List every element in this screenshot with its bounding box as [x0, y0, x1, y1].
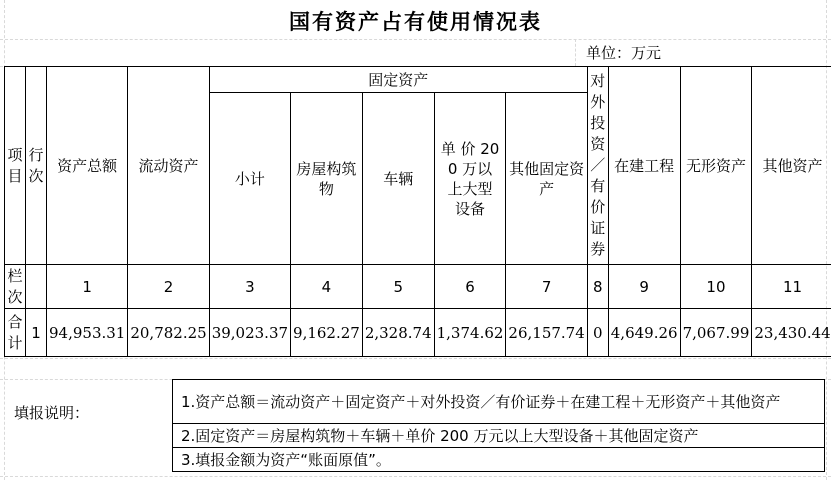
header-row-no[interactable]: 行次 — [26, 67, 47, 265]
total-row-label[interactable]: 合计 — [5, 309, 26, 357]
header-other-assets[interactable]: 其他资产 — [752, 67, 831, 265]
unit-label: 单位：万元 — [586, 44, 662, 62]
column-number[interactable]: 9 — [608, 265, 680, 309]
header-total-assets[interactable]: 资产总额 — [47, 67, 128, 265]
column-number-label[interactable]: 栏次 — [5, 265, 26, 309]
column-number[interactable]: 7 — [506, 265, 587, 309]
column-number[interactable]: 2 — [128, 265, 209, 309]
total-row-no[interactable]: 1 — [26, 309, 47, 357]
column-number[interactable]: 8 — [587, 265, 608, 309]
column-number[interactable]: 3 — [209, 265, 290, 309]
total-value[interactable]: 20,782.25 — [128, 309, 209, 357]
gridline — [0, 358, 831, 359]
header-subtotal[interactable]: 小计 — [209, 93, 290, 265]
page-title: 国有资产占有使用情况表 — [289, 9, 542, 34]
total-value[interactable]: 0 — [587, 309, 608, 357]
column-number[interactable]: 5 — [362, 265, 434, 309]
note-item[interactable]: 3.填报金额为资产“账面原值”。 — [173, 448, 825, 472]
total-value[interactable]: 23,430.44 — [752, 309, 831, 357]
gridline — [0, 39, 831, 40]
gridline — [575, 39, 576, 66]
header-fixed-assets-group[interactable]: 固定资产 — [209, 67, 587, 93]
total-value[interactable]: 2,328.74 — [362, 309, 434, 357]
column-number[interactable]: 4 — [291, 265, 363, 309]
header-vehicles[interactable]: 车辆 — [362, 93, 434, 265]
header-current-assets[interactable]: 流动资产 — [128, 67, 209, 265]
header-other-fixed[interactable]: 其他固定资产 — [506, 93, 587, 265]
header-foreign-investment[interactable]: 对外投资／有价证券 — [587, 67, 608, 265]
notes-label: 填报说明： — [14, 404, 90, 422]
total-value[interactable]: 26,157.74 — [506, 309, 587, 357]
column-number[interactable]: 11 — [752, 265, 831, 309]
header-buildings[interactable]: 房屋构筑物 — [291, 93, 363, 265]
header-construction[interactable]: 在建工程 — [608, 67, 680, 265]
header-intangible[interactable]: 无形资产 — [680, 67, 752, 265]
column-number[interactable]: 10 — [680, 265, 752, 309]
gridline — [0, 476, 831, 477]
column-number[interactable]: 1 — [47, 265, 128, 309]
total-value[interactable]: 4,649.26 — [608, 309, 680, 357]
total-value[interactable]: 9,162.27 — [291, 309, 363, 357]
total-value[interactable]: 1,374.62 — [434, 309, 506, 357]
header-item[interactable]: 项目 — [5, 67, 26, 265]
note-item[interactable]: 2.固定资产＝房屋构筑物＋车辆＋单价 200 万元以上大型设备＋其他固定资产 — [173, 424, 825, 448]
asset-table — [4, 66, 831, 357]
total-value[interactable]: 7,067.99 — [680, 309, 752, 357]
header-large-equipment[interactable]: 单 价 200 万以上大型设备 — [434, 93, 506, 265]
note-item[interactable]: 1.资产总额＝流动资产＋固定资产＋对外投资／有价证券＋在建工程＋无形资产＋其他资产 — [173, 380, 825, 424]
notes-table — [172, 379, 825, 472]
total-value[interactable]: 94,953.31 — [47, 309, 128, 357]
column-number[interactable]: 6 — [434, 265, 506, 309]
column-number-blank[interactable] — [26, 265, 47, 309]
total-value[interactable]: 39,023.37 — [209, 309, 290, 357]
